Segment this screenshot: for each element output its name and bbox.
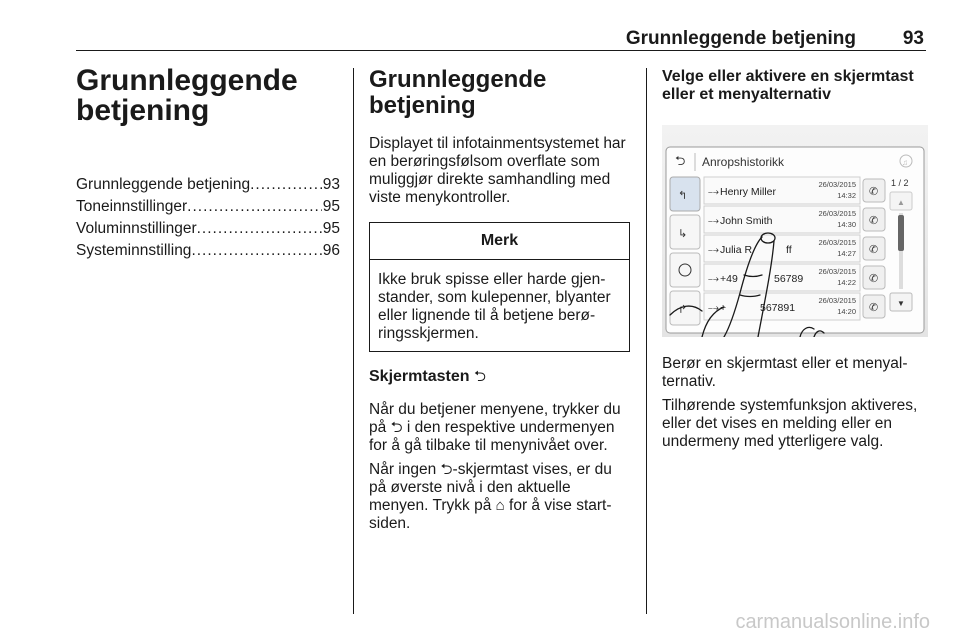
- note-title: Merk: [370, 223, 629, 260]
- call-row[interactable]: [704, 206, 885, 233]
- toc-entry-page: 95: [322, 220, 340, 237]
- call-row[interactable]: [704, 235, 885, 262]
- page-number: 93: [902, 28, 924, 49]
- toc-leader-dots: [187, 196, 322, 218]
- toc-entry-label: Voluminnstillinger: [76, 220, 197, 237]
- chapter-title: [76, 66, 340, 126]
- back-key-heading-text: Skjermtasten: [369, 368, 470, 385]
- phone-icon: ✆: [869, 302, 879, 314]
- scrollbar-thumb[interactable]: [898, 215, 904, 251]
- back-key-heading: [369, 367, 633, 387]
- call-row[interactable]: [704, 293, 885, 320]
- call-row-name: +: [720, 302, 727, 314]
- back-key-p1-text-a: Når du betjener menyene, trykker du på: [369, 401, 621, 436]
- call-row-date: 26/03/2015: [818, 267, 856, 276]
- right-paragraph-2: Tilhørende systemfunksjon aktiveres, eller det vises en melding eller en undermeny med ytterligere valg.: [662, 397, 918, 450]
- home-icon: ⌂: [495, 497, 505, 514]
- call-row-name: +49: [720, 273, 738, 285]
- toc-leader-dots: [197, 218, 322, 240]
- phone-icon: ✆: [869, 186, 879, 198]
- call-row-name: John Smith: [720, 215, 773, 227]
- page-indicator: 1 / 2: [891, 178, 909, 188]
- toc-leader-dots: [250, 174, 322, 196]
- intro-paragraph: Displayet til infotainmentsystemet har en berøringsfølsom overflate som muliggjør direkte samhandling med viste menykontroller.: [369, 135, 626, 206]
- scroll-down-icon: ▼: [897, 299, 905, 308]
- right-column-title: Velge eller aktivere en skjermtast eller et menyalternativ: [662, 68, 914, 103]
- touchscreen-photo: [662, 125, 928, 337]
- back-key-p2-text-b: -skjermtast vises, er du på øverste nivå i den aktuelle menyen. Trykk på: [369, 461, 612, 514]
- note-box: [369, 222, 630, 352]
- call-row-prefix: ⤍: [708, 273, 719, 285]
- toc-entry-label: Toneinnstillinger: [76, 198, 188, 215]
- call-row-date: 26/03/2015: [818, 180, 856, 189]
- column-divider-left: [353, 68, 354, 614]
- watermark: carmanualsonline.info: [735, 611, 930, 633]
- toc-entry[interactable]: [76, 240, 340, 262]
- header-title: Grunnleggende betjening: [625, 28, 856, 49]
- back-key-paragraph-2: [369, 461, 633, 533]
- toc-entry-page: 93: [322, 176, 340, 193]
- call-row-time: 14:32: [837, 191, 856, 200]
- toc-leader-dots: [191, 240, 321, 262]
- call-row-time: 14:27: [837, 249, 856, 258]
- toc-entry[interactable]: [76, 218, 340, 240]
- section-title-line-1: Grunnleggende: [369, 66, 547, 93]
- call-row-prefix: ⤍: [708, 186, 719, 198]
- missed-calls-icon: ↳: [678, 228, 688, 240]
- toc-entry-label: Systeminnstilling: [76, 242, 192, 259]
- call-row-name-tail: 56789: [774, 273, 804, 285]
- back-arrow-icon: ⮌: [440, 461, 453, 478]
- call-row-date: 26/03/2015: [818, 296, 856, 305]
- back-key-p2-text-c: for å vise startsiden.: [369, 497, 612, 532]
- header-rule: [76, 50, 926, 51]
- table-of-contents: [76, 174, 340, 262]
- section-title-line-2: betjening: [369, 92, 476, 119]
- call-row-time: 14:22: [837, 278, 856, 287]
- back-arrow-icon: ⮌: [473, 368, 486, 385]
- toc-entry[interactable]: [76, 196, 340, 218]
- call-row[interactable]: [704, 264, 885, 291]
- section-column: [369, 64, 633, 533]
- call-row-name: Julia R: [720, 244, 753, 256]
- phone-icon: ✆: [869, 244, 879, 256]
- recent-calls-icon: ↰: [678, 190, 688, 202]
- call-row-time: 14:20: [837, 307, 856, 316]
- chapter-title-line-2: betjening: [76, 94, 210, 127]
- toc-entry-page: 95: [322, 198, 340, 215]
- back-arrow-icon[interactable]: ⮌: [675, 154, 686, 169]
- call-row-date: 26/03/2015: [818, 238, 856, 247]
- back-key-p2-text-a: Når ingen: [369, 461, 437, 478]
- call-row-prefix: ⤍: [708, 215, 719, 227]
- call-row-prefix: ⤍: [708, 244, 719, 256]
- call-row-time: 14:30: [837, 220, 856, 229]
- call-row-prefix: ⤍: [708, 302, 719, 314]
- screen-title: Anropshistorikk: [702, 155, 785, 169]
- back-arrow-icon: ⮌: [390, 419, 403, 436]
- phone-icon: ✆: [869, 215, 879, 227]
- call-row-name-tail: 567891: [760, 302, 796, 314]
- outgoing-calls-icon: ↱: [678, 304, 688, 316]
- phone-icon: ✆: [869, 273, 879, 285]
- music-note-glyph: ♫: [902, 158, 908, 167]
- right-column: [662, 64, 930, 451]
- touchscreen-illustration: [662, 125, 928, 337]
- call-list: [704, 177, 885, 320]
- back-key-paragraph-1: [369, 401, 633, 455]
- toc-entry-label: Grunnleggende betjening: [76, 176, 251, 193]
- scroll-up-icon: ▲: [897, 198, 905, 207]
- section-title: [369, 67, 633, 119]
- call-row-date: 26/03/2015: [818, 209, 856, 218]
- toc-entry[interactable]: [76, 174, 340, 196]
- chapter-title-line-1: Grunnleggende: [76, 64, 298, 97]
- column-divider-right: [646, 68, 647, 614]
- note-body: Ikke bruk spisse eller harde gjenstander, som kulepenner, blyanter eller lignende til å betjene berøringsskjermen.: [378, 271, 611, 342]
- call-row[interactable]: [704, 177, 885, 204]
- toc-entry-page: 96: [322, 242, 340, 259]
- call-row-name-tail: ff: [786, 244, 792, 256]
- call-row-name: Henry Miller: [720, 186, 777, 198]
- chapter-column: [76, 64, 340, 262]
- back-key-p1-text-b: i den respektive undermenyen for å gå tilbake til menynivået over.: [369, 419, 615, 454]
- right-paragraph-1: Berør en skjermtast eller et menyalternativ.: [662, 355, 908, 390]
- sidebar-blocked-button[interactable]: [670, 253, 700, 287]
